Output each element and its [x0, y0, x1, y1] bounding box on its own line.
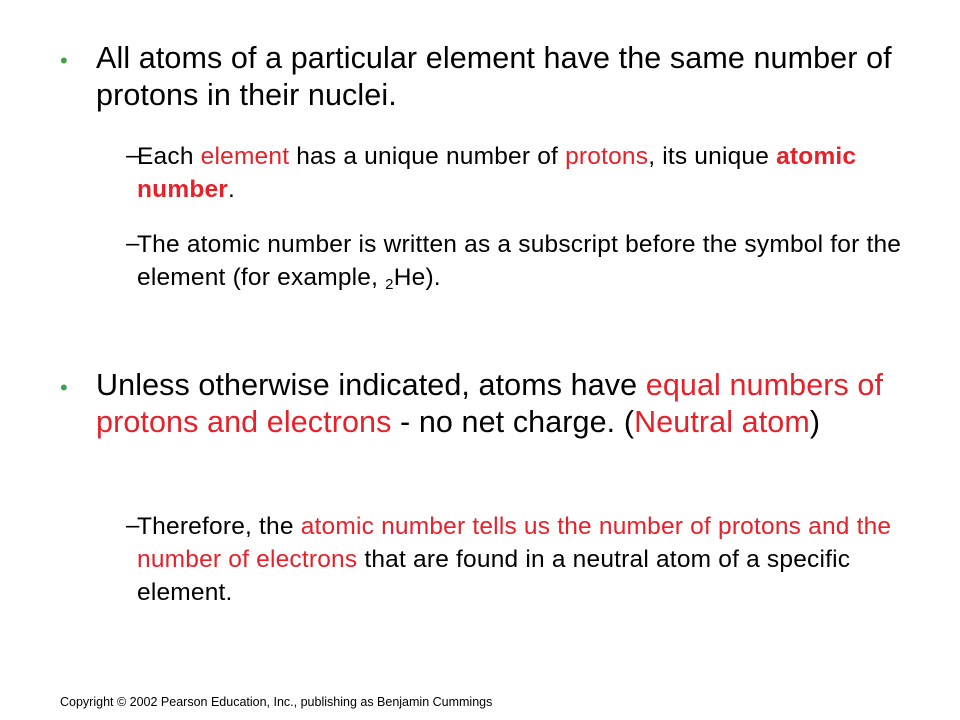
copyright-footer: Copyright © 2002 Pearson Education, Inc., publishing as Benjamin Cummings: [60, 695, 493, 709]
text-segment: ).: [425, 264, 441, 291]
text-segment: has a unique number of: [289, 143, 566, 170]
bullet-dot-icon: •: [60, 375, 68, 400]
text-segment: ): [809, 405, 821, 439]
bullet-dot-icon: •: [60, 48, 68, 73]
highlight-equal-numbers: equal numbers of protons and electrons: [96, 368, 884, 439]
bullet-text: [96, 367, 916, 441]
text-segment: The atomic number is written as a subscript before the symbol for the element (for example,: [137, 231, 902, 291]
bullet-text: All atoms of a particular element have the same number of protons in their nuclei.: [96, 41, 892, 112]
subbullet-text: [137, 228, 927, 294]
text-segment: that are found in a neutral atom of a specific element.: [137, 546, 851, 606]
element-symbol: He: [393, 264, 426, 291]
subbullet-text: [137, 140, 927, 206]
text-segment: - no net charge. (: [391, 405, 635, 439]
highlight-protons: protons: [565, 143, 649, 170]
text-segment: .: [228, 176, 236, 203]
atomic-number-subscript: 2: [385, 276, 394, 293]
dash-icon: –: [126, 512, 140, 539]
highlight-atomic-number: atomic number: [137, 143, 857, 203]
text-segment: , its unique: [648, 143, 777, 170]
text-segment: Each: [137, 143, 201, 170]
highlight-element: element: [200, 143, 290, 170]
highlight-atomic-number-meaning: atomic number tells us the number of protons and the number of electrons: [137, 513, 892, 573]
text-segment: Therefore, the: [137, 513, 301, 540]
text-segment: Unless otherwise indicated, atoms have: [96, 368, 646, 402]
highlight-neutral-atom: Neutral atom: [634, 405, 810, 439]
subbullet-text: [137, 510, 927, 609]
dash-icon: –: [126, 142, 140, 169]
dash-icon: –: [126, 230, 140, 257]
